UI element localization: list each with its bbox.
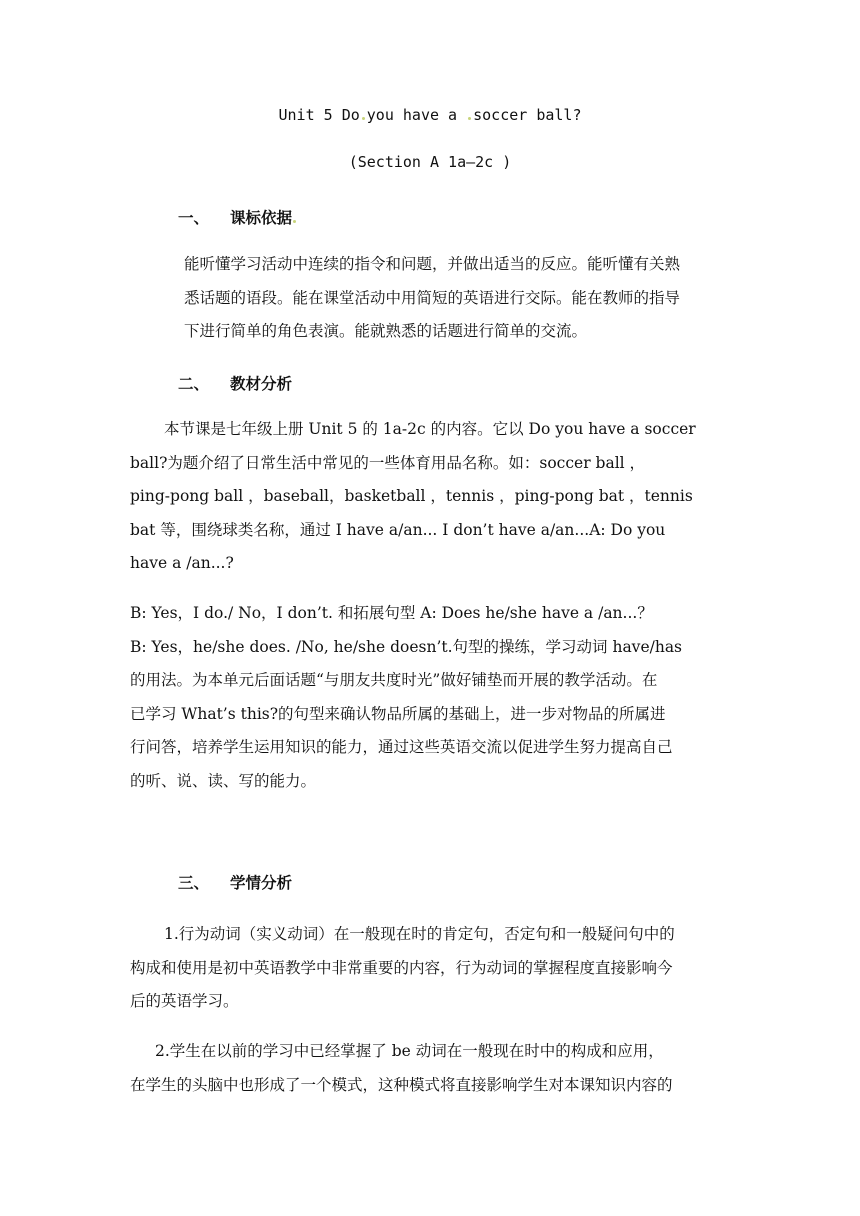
text-line: 已学习 What’s this?的句型来确认物品所属的基础上，进一步对物品的所属进 [130, 704, 666, 723]
text-line: have a /an...? [130, 554, 234, 572]
text-line: 的听、说、读、写的能力。 [130, 771, 317, 790]
annotation-dot [362, 117, 365, 120]
section-2-heading [178, 372, 292, 394]
text-line: B: Yes，he/she does. /No, he/she doesn’t.句型的操练，学习动词 have/has [130, 637, 683, 656]
section-3-item-1 [130, 918, 730, 1019]
section-2-number: 二、 [178, 375, 210, 393]
text-line: 悉话题的语段。能在课堂活动中用简短的英语进行交际。能在教师的指导 [184, 288, 681, 307]
section-2-paragraph-2 [130, 597, 730, 798]
text-line: 在学生的头脑中也形成了一个模式，这种模式将直接影响学生对本课知识内容的 [130, 1075, 673, 1094]
section-2-title: 教材分析 [230, 375, 293, 393]
title-part-1: Unit 5 Do [278, 106, 360, 124]
title-part-3: soccer ball? [473, 106, 582, 124]
text-line: 构成和使用是初中英语教学中非常重要的内容，行为动词的掌握程度直接影响今 [130, 958, 673, 977]
section-1-title: 课标依据 [230, 209, 293, 227]
annotation-dot [468, 117, 471, 120]
document-subtitle: (Section A 1a—2c ) [348, 153, 512, 171]
section-3-item-2 [130, 1035, 730, 1102]
text-line: 1.行为动词（实义动词）在一般现在时的肯定句，否定句和一般疑问句中的 [164, 925, 675, 943]
document-title [0, 106, 860, 124]
section-3-heading [178, 871, 292, 893]
text-line: 2.学生在以前的学习中已经掌握了 be 动词在一般现在时中的构成和应用， [155, 1042, 664, 1060]
text-line: 行问答，培养学生运用知识的能力，通过这些英语交流以促进学生努力提高自己 [130, 738, 673, 756]
annotation-dot [293, 220, 296, 223]
section-1-body [184, 248, 734, 349]
section-3-title: 学情分析 [230, 874, 293, 892]
text-line: 后的英语学习。 [130, 992, 239, 1010]
section-3-number: 三、 [178, 874, 210, 892]
section-2-paragraph-1 [130, 413, 730, 581]
text-line: 下进行简单的角色表演。能就熟悉的话题进行简单的交流。 [184, 322, 588, 340]
text-line: bat 等，围绕球类名称，通过 I have a/an... I don’t have a/an...A: Do you [130, 520, 666, 539]
section-1-heading [178, 206, 296, 228]
text-line: ball?为题介绍了日常生活中常见的一些体育用品名称。如：soccer ball ， [130, 453, 646, 472]
text-line: 的用法。为本单元后面话题“与朋友共度时光”做好铺垫而开展的教学活动。在 [130, 671, 658, 689]
text-line: ping-pong ball ，baseball，basketball ，tennis ，ping-pong bat ，tennis [130, 487, 693, 505]
text-line: 本节课是七年级上册 Unit 5 的 1a-2c 的内容。它以 Do you have a soccer [164, 420, 696, 438]
title-part-2: you have a [366, 106, 458, 124]
section-1-number: 一、 [178, 209, 210, 227]
text-line: B: Yes，I do./ No，I don’t. 和拓展句型 A: Does he/she have a /an...？ [130, 604, 653, 622]
text-line: 能听懂学习活动中连续的指令和问题，并做出适当的反应。能听懂有关熟 [184, 255, 681, 273]
